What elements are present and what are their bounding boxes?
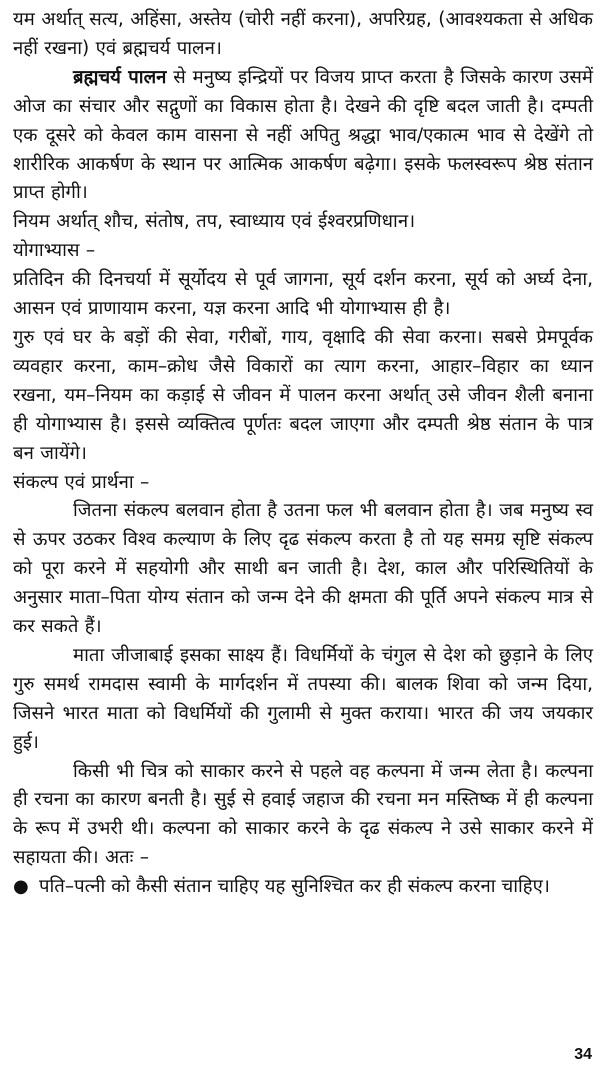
paragraph-dincharya: प्रतिदिन की दिनचर्या में सूर्योदय से पूर्व जागना, सूर्य दर्शन करना, सूर्य को अर्घ्य देना, आसन एवं प्राणायाम करना, यज्ञ करना आदि भी योगाभ्यास ही है। bbox=[13, 269, 593, 320]
paragraph-yam: यम अर्थात् सत्य, अहिंसा, अस्तेय (चोरी नहीं करना), अपरिग्रह, (आवश्यकता से अधिक नहीं रखना) एवं ब्रह्मचर्य पालन। bbox=[13, 9, 593, 59]
paragraph-jijabai: माता जीजाबाई इसका साक्ष्य हैं। विधर्मियों के चंगुल से देश को छुड़ाने के लिए गुरु समर्थ रामदास स्वामी के मार्गदर्शन में तपस्या की। बालक शिवा को जन्म दिया, जिसने भारत माता को विधर्मियों की गुलामी से मुक्त कराया। भारत की जय जयकार हुई। bbox=[13, 644, 593, 753]
page-number: 34 bbox=[574, 1046, 592, 1063]
paragraph-sankalp: जितना संकल्प बलवान होता है उतना फल भी बलवान होता है। जब मनुष्य स्व से ऊपर उठकर विश्व कल्याण के लिए दृढ संकल्प करता है तो यह समग्र सृष्टि संकल्प को पूरा करने में सहयोगी और साथी बन जाती है। देश, काल और परिस्थितियों के अनुसार माता–पिता योग्य संतान को जन्म देने की क्षमता की पूर्ति अपने संकल्प मात्र से कर सकते हैं। bbox=[13, 500, 593, 638]
paragraph-text: से मनुष्य इन्द्रियों पर विजय प्राप्त करता है जिसके कारण उसमें ओज का संचार और सद्गुणों का विकास होता है। देखने की दृष्टि बदल जाती है। दम्पती एक दूसरे को केवल काम वासना से नहीं अपितु श्रद्धा भाव/एकात्म भाव से देखेंगे तो शारीरिक आकर्षण के स्थान पर आत्मिक आकर्षण बढ़ेगा। इसके फलस्वरूप श्रेष्ठ संतान प्राप्त होगी। bbox=[13, 66, 593, 204]
bullet-text: पति–पत्नी को कैसी संतान चाहिए यह सुनिश्चित कर ही संकल्प करना चाहिए। bbox=[39, 876, 550, 898]
heading-sankalp: संकल्प एवं प्रार्थना – bbox=[13, 471, 150, 493]
paragraph-seva: गुरु एवं घर के बड़ों की सेवा, गरीबों, गाय, वृक्षादि की सेवा करना। सबसे प्रेमपूर्वक व्यवहार करना, काम–क्रोध जैसे विकारों का त्याग करना, आहार–विहार का ध्यान रखना, यम–नियम का कड़ाई से जीवन में पालन करना अर्थात् उसे जीवन शैली बनाना ही योगाभ्यास है। इससे व्यक्तित्व पूर्णतः बदल जाएगा और दम्पती श्रेष्ठ संतान के पात्र बन जायेंगे। bbox=[13, 326, 593, 464]
document-body bbox=[13, 6, 593, 902]
bold-term: ब्रह्मचर्य पालन bbox=[73, 66, 167, 88]
bullet-icon: ● bbox=[13, 876, 29, 898]
paragraph-brahmacharya bbox=[13, 64, 593, 209]
heading-yogabhyas: योगाभ्यास – bbox=[13, 240, 96, 262]
paragraph-kalpana: किसी भी चित्र को साकार करने से पहले वह कल्पना में जन्म लेता है। कल्पना ही रचना का कारण बनती है। सुई से हवाई जहाज की रचना मन मस्तिष्क में ही कल्पना के रूप में उभरी थी। कल्पना को साकार करने के दृढ संकल्प ने उसे साकार करने में सहायता की। अतः – bbox=[13, 760, 593, 869]
paragraph-niyam: नियम अर्थात् शौच, संतोष, तप, स्वाध्याय एवं ईश्वरप्रणिधान। bbox=[13, 211, 416, 233]
bullet-item bbox=[13, 873, 593, 902]
